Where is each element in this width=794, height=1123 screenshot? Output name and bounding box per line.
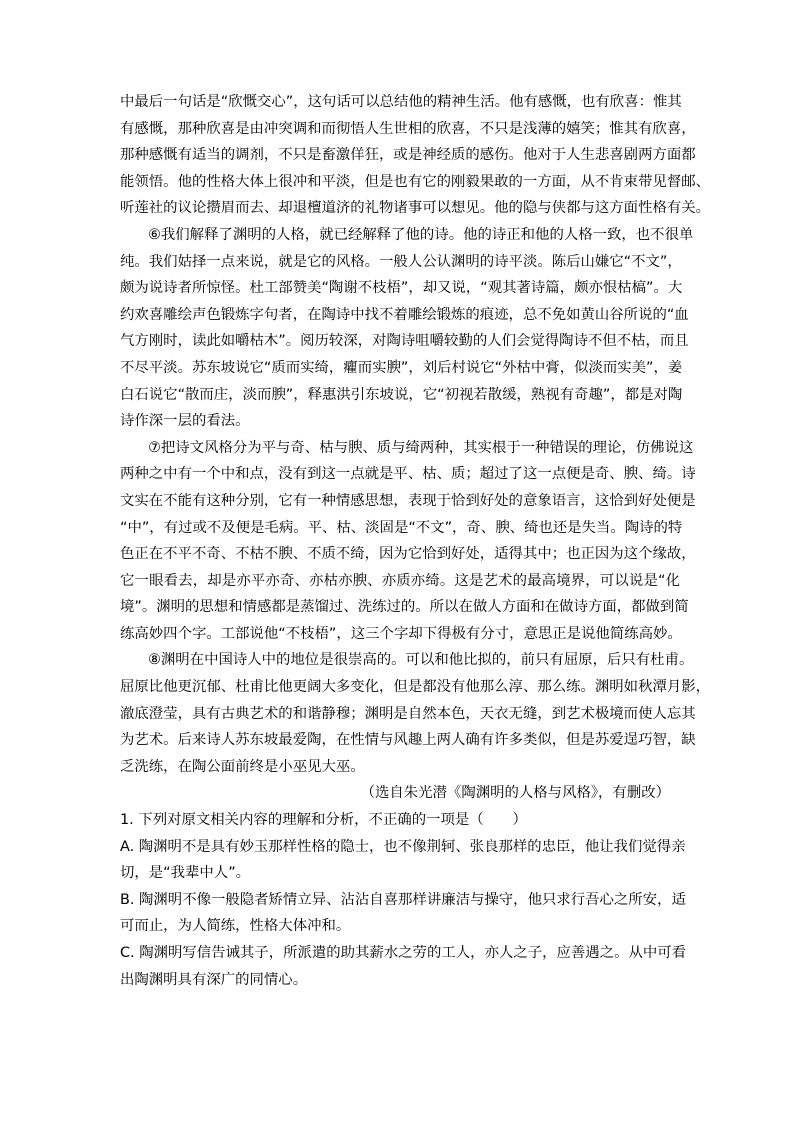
option-b bbox=[120, 887, 686, 940]
text-line: 境”。渊明的思想和情感都是蒸馏过、洗练过的。所以在做人方面和在做诗方面，都做到简 bbox=[120, 599, 689, 616]
source-citation: （选自朱光潜《陶渊明的人格与风格》，有删改） bbox=[360, 785, 670, 802]
passage-paragraph-8 bbox=[120, 647, 711, 780]
passage-paragraph-5-tail bbox=[120, 89, 711, 222]
text-line: 屈原比他更沉郁、杜甫比他更阔大多变化，但是都没有他那么淳、那么练。渊明如秋潭月影， bbox=[120, 679, 711, 696]
question-stem: 1. 下列对原文相关内容的理解和分析，不正确的一项是（ ） bbox=[120, 812, 527, 829]
text-line: 白石说它“散而庄，淡而腴”，释惠洪引东坡说，它“初视若散缓，熟视有奇趣”，都是对陶 bbox=[120, 386, 683, 403]
text-line: 有感慨，那种欣喜是由冲突调和而彻悟人生世相的欣喜，不只是浅薄的嬉笑；惟其有欣喜， bbox=[120, 120, 696, 137]
text-line: 气方刚时，读此如嚼枯木”。阅历较深，对陶诗咀嚼较勤的人们会觉得陶诗不但不枯，而且 bbox=[120, 333, 689, 350]
option-c bbox=[120, 940, 687, 993]
option-line: A. 陶渊明不是具有妙玉那样性格的隐士，也不像荆轲、张良那样的忠臣，他让我们觉得亲 bbox=[120, 838, 686, 855]
text-line: 颇为说诗者所惊怪。杜工部赞美“陶谢不枝梧”，却又说，“观其著诗篇，颇亦恨枯槁”。大 bbox=[120, 280, 683, 297]
text-line: 能领悟。他的性格大体上很冲和平淡，但是也有它的刚毅果敢的一方面，从不肯束带见督邮、 bbox=[120, 173, 711, 190]
text-line: 中最后一句话是“欣慨交心”，这句话可以总结他的精神生活。他有感慨，也有欣喜：惟其 bbox=[120, 94, 682, 110]
text-line: 它一眼看去，却是亦平亦奇、亦枯亦腴、亦质亦绮。这是艺术的最高境界，可以说是“化 bbox=[120, 572, 680, 589]
text-line: ⑦把诗文风格分为平与奇、枯与腴、质与绮两种，其实根于一种错误的理论，仿佛说这 bbox=[148, 439, 694, 456]
text-line: “中”，有过或不及便是毛病。平、枯、淡固是“不文”，奇、腴、绮也还是失当。陶诗的特 bbox=[120, 519, 683, 536]
text-line: 乏洗练，在陶公面前终是小巫见大巫。 bbox=[120, 758, 365, 775]
text-line: ⑧渊明在中国诗人中的地位是很崇高的。可以和他比拟的，前只有屈原，后只有杜甫。 bbox=[148, 652, 694, 669]
option-line: B. 陶渊明不像一般隐者矫情立异、沾沾自喜那样讲廉洁与操守，他只求行吾心之所安，适 bbox=[120, 891, 686, 908]
passage-paragraph-6 bbox=[120, 222, 694, 435]
question-1 bbox=[120, 807, 687, 993]
text-line: 那种感慨有适当的调剂，不只是畜激佯狂，或是神经质的感伤。他对于人生悲喜剧两方面都 bbox=[120, 147, 696, 164]
option-line: 可而止，为人简练，性格大体冲和。 bbox=[120, 918, 351, 935]
text-line: 纯。我们姑择一点来说，就是它的风格。一般人公认渊明的诗平淡。陈后山嫌它“不文”， bbox=[120, 253, 682, 270]
text-line: 约欢喜雕绘声色锻炼字句者，在陶诗中找不着雕绘锻炼的痕迹，总不免如黄山谷所说的“血 bbox=[120, 306, 689, 323]
text-line: 两种之中有一个中和点，没有到这一点就是平、枯、质；超过了这一点便是奇、腴、绮。诗 bbox=[120, 466, 696, 483]
option-a bbox=[120, 834, 686, 887]
document-page bbox=[120, 89, 711, 993]
option-line: C. 陶渊明写信告诫其子，所派遣的助其薪水之劳的工人，亦人之子，应善遇之。从中可看 bbox=[120, 945, 687, 961]
text-line: 听莲社的议论攒眉而去、却退檀道济的礼物诸事可以想见。他的隐与侠都与这方面性格有关。 bbox=[120, 200, 711, 217]
text-line: 不尽平淡。苏东坡说它“质而实绮，癯而实腴”，刘后村说它“外枯中膏，似淡而实美”，姜 bbox=[120, 359, 683, 376]
text-line: ⑥我们解释了渊明的人格，就已经解释了他的诗。他的诗正和他的人格一致，也不很单 bbox=[148, 226, 694, 243]
option-line: 出陶渊明具有深广的同情心。 bbox=[120, 971, 308, 988]
text-line: 练高妙四个字。工部说他“不枝梧”，这三个字却下得极有分寸，意思正是说他简练高妙。 bbox=[120, 625, 682, 642]
option-line: 切，是“我辈中人”。 bbox=[120, 865, 251, 882]
passage-paragraph-7 bbox=[120, 435, 696, 648]
text-line: 诗作深一层的看法。 bbox=[120, 413, 250, 430]
text-line: 文实在不能有这种分别，它有一种情感思想，表现于恰到好处的意象语言，这恰到好处便是 bbox=[120, 492, 696, 509]
text-line: 色正在不平不奇、不枯不腴、不质不绮，因为它恰到好处，适得其中；也正因为这个缘故， bbox=[120, 546, 696, 563]
text-line: 为艺术。后来诗人苏东坡最爱陶，在性情与风趣上两人确有许多类似，但是苏爱逞巧智，缺 bbox=[120, 732, 696, 749]
text-line: 澈底澄莹，具有古典艺术的和谐静穆；渊明是自然本色，天衣无缝，到艺术极境而使人忘其 bbox=[120, 705, 696, 722]
